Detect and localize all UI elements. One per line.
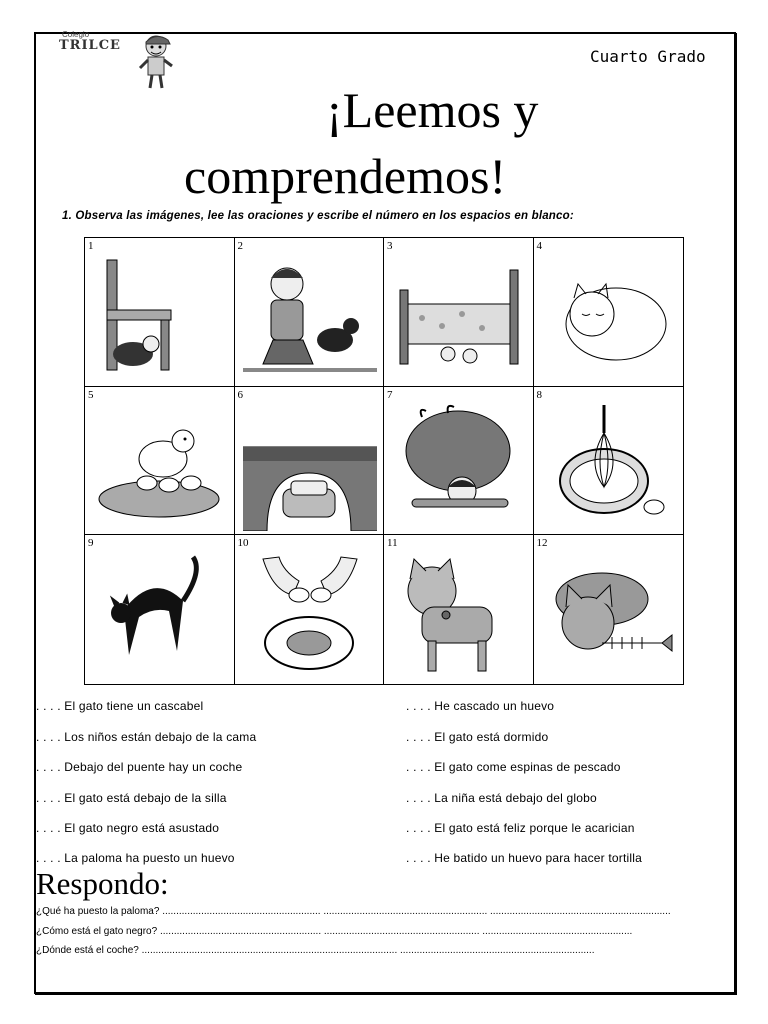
- children-under-bed-icon: [392, 254, 526, 382]
- image-number: 1: [88, 240, 94, 252]
- question-1: ¿Qué ha puesto la paloma? ......................................................... ........................................................... .................................................................: [36, 906, 671, 917]
- image-number: 6: [237, 388, 243, 401]
- mascot-icon: [136, 32, 176, 92]
- cat-eating-fish-icon: [542, 551, 676, 679]
- sentence-right-6: . . . . He batido un huevo para hacer tortilla: [406, 851, 642, 865]
- image-cell-1: [85, 238, 235, 387]
- image-number: 10: [237, 537, 249, 550]
- grade-label: Cuarto Grado: [590, 47, 706, 66]
- sentence-right-3: . . . . El gato come espinas de pescado: [406, 760, 621, 774]
- image-number: 7: [387, 388, 393, 401]
- instruction-text: 1. Observa las imágenes, lee las oraciones y escribe el número en los espacios en blanco:: [62, 210, 574, 222]
- image-number: 4: [536, 240, 542, 252]
- image-number: 12: [536, 537, 548, 550]
- page-title-line2: comprendemos!: [184, 148, 507, 204]
- image-cell-4: [534, 238, 684, 387]
- image-cell-10: [235, 535, 385, 684]
- image-grid: [84, 237, 684, 685]
- image-cell-5: [85, 387, 235, 536]
- logo-small-text: Colegio: [62, 30, 90, 39]
- image-number: 11: [387, 537, 398, 550]
- whisk-beating-egg-icon: [542, 403, 676, 531]
- page-title-line1: ¡Leemos y: [326, 82, 539, 138]
- image-cell-6: [235, 387, 385, 536]
- image-cell-11: [384, 535, 534, 684]
- sentence-right-4: . . . . La niña está debajo del globo: [406, 791, 597, 805]
- respond-title: Respondo:: [36, 866, 169, 901]
- image-number: 9: [88, 537, 94, 550]
- sentence-left-5: . . . . El gato negro está asustado: [36, 821, 220, 835]
- sentence-right-1: . . . . He cascado un huevo: [406, 699, 555, 713]
- scared-black-cat-icon: [93, 551, 227, 679]
- school-logo: [56, 30, 176, 90]
- sentence-right-2: . . . . El gato está dormido: [406, 730, 549, 744]
- girl-under-balloon-icon: [392, 403, 526, 531]
- image-cell-2: [235, 238, 385, 387]
- image-number: 2: [237, 240, 243, 252]
- sentence-left-3: . . . . Debajo del puente hay un coche: [36, 760, 243, 774]
- question-2: ¿Cómo está el gato negro? .......................................................... ........................................................ ......................................................: [36, 926, 633, 937]
- question-3: ¿Dónde está el coche? ............................................................................................ ......................................................................: [36, 945, 595, 956]
- image-cell-8: [534, 387, 684, 536]
- image-number: 3: [387, 240, 393, 252]
- image-number: 5: [88, 388, 94, 401]
- sentence-left-6: . . . . La paloma ha puesto un huevo: [36, 851, 235, 865]
- cat-under-chair-icon: [93, 254, 227, 382]
- image-number: 8: [536, 388, 542, 401]
- image-cell-12: [534, 535, 684, 684]
- sentence-left-1: . . . . El gato tiene un cascabel: [36, 699, 204, 713]
- sentence-left-4: . . . . El gato está debajo de la silla: [36, 791, 227, 805]
- dove-on-nest-icon: [93, 403, 227, 531]
- sentence-left-2: . . . . Los niños están debajo de la cama: [36, 730, 257, 744]
- image-cell-3: [384, 238, 534, 387]
- cracking-egg-icon: [243, 551, 377, 679]
- girl-petting-cat-icon: [243, 254, 377, 382]
- car-under-bridge-icon: [243, 403, 377, 531]
- image-cell-7: [384, 387, 534, 536]
- sleeping-cat-icon: [542, 254, 676, 382]
- logo-name: TRILCE: [59, 38, 121, 53]
- sentence-right-5: . . . . El gato está feliz porque le acarician: [406, 821, 635, 835]
- image-cell-9: [85, 535, 235, 684]
- cat-with-bell-icon: [392, 551, 526, 679]
